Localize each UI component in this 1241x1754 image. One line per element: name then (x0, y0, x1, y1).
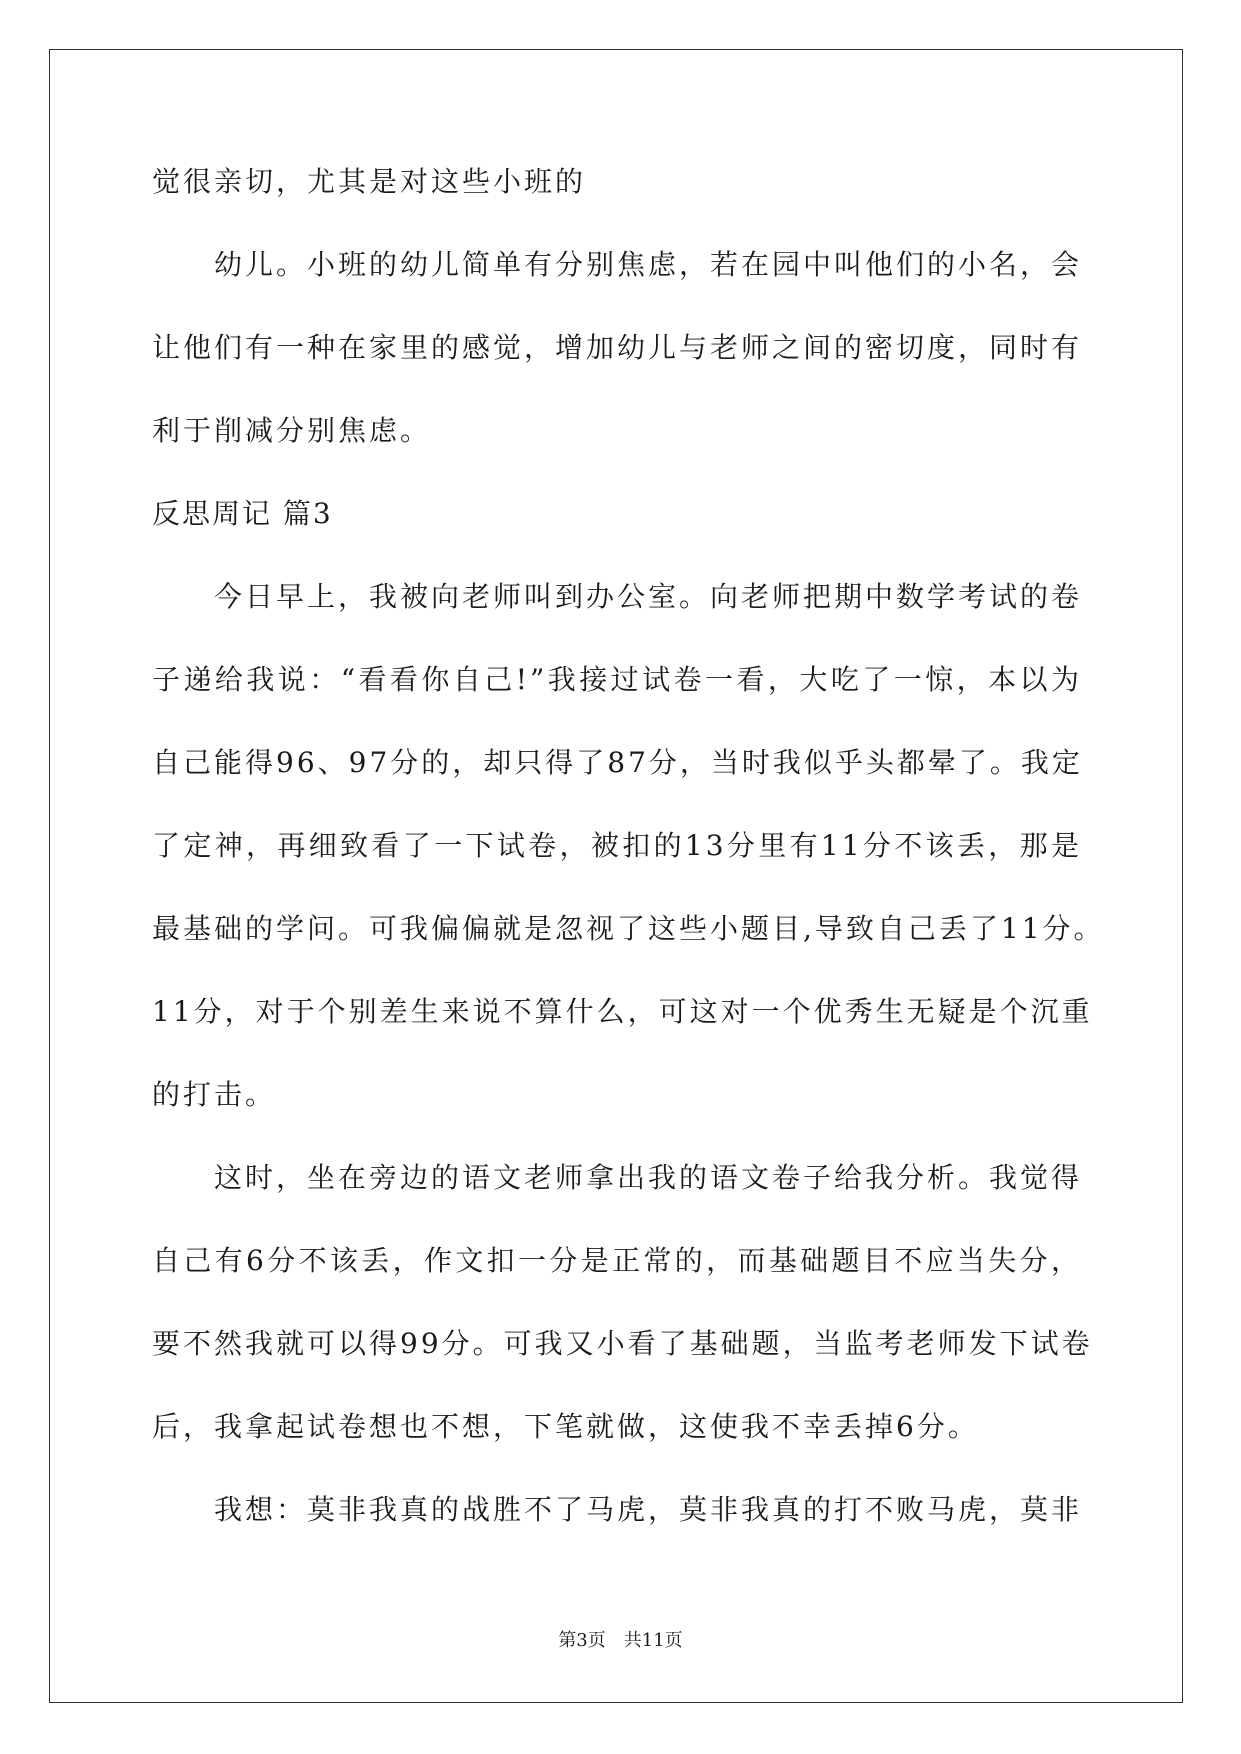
text-line: 11分，对于个别差生来说不算什么，可这对一个优秀生无疑是个沉重 (152, 995, 1093, 1028)
text-line: 了定神，再细致看了一下试卷，被扣的13分里有11分不该丢，那是 (152, 829, 1082, 862)
text-line: 后，我拿起试卷想也不想，下笔就做，这使我不幸丢掉6分。 (152, 1410, 979, 1443)
text-line: 子递给我说：“看看你自己!”我接过试卷一看，大吃了一惊，本以为 (152, 663, 1082, 696)
paragraph-start-line: 今日早上，我被向老师叫到办公室。向老师把期中数学考试的卷 (214, 580, 1083, 613)
text-line: 让他们有一种在家里的感觉，增加幼儿与老师之间的密切度，同时有 (152, 331, 1083, 364)
text-line: 最基础的学问。可我偏偏就是忽视了这些小题目,导致自己丢了11分。 (152, 912, 1105, 945)
page-border (49, 49, 1183, 1703)
paragraph-start-line: 我想：莫非我真的战胜不了马虎，莫非我真的打不败马虎，莫非 (214, 1493, 1083, 1526)
text-line: 利于削减分别焦虑。 (152, 414, 432, 447)
text-line: 的打击。 (152, 1078, 277, 1111)
paragraph-start-line: 幼儿。小班的幼儿简单有分别焦虑，若在园中叫他们的小名，会 (214, 248, 1083, 281)
paragraph-start-line: 这时，坐在旁边的语文老师拿出我的语文卷子给我分析。我觉得 (214, 1161, 1083, 1194)
text-line: 自己有6分不该丢，作文扣一分是正常的，而基础题目不应当失分， (152, 1244, 1082, 1277)
section-heading: 反思周记 篇3 (152, 497, 333, 530)
text-line: 觉很亲切，尤其是对这些小班的 (152, 165, 587, 198)
text-line: 自己能得96、97分的，却只得了87分，当时我似乎头都晕了。我定 (152, 746, 1083, 779)
text-line: 要不然我就可以得99分。可我又小看了基础题，当监考老师发下试卷 (152, 1327, 1093, 1360)
page-number-footer: 第3页 共11页 (558, 1630, 683, 1651)
